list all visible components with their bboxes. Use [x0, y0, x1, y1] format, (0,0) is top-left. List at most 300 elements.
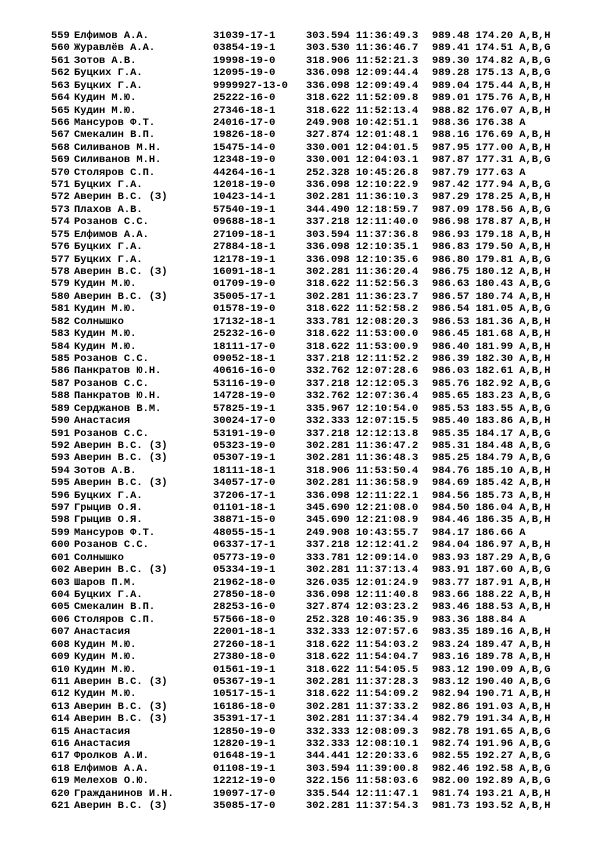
- distance-and-time: 318.622 11:54:04.7: [306, 651, 419, 664]
- participant-name: Зотов А.В.: [74, 464, 137, 477]
- speed-coefficient-groups: 986.53 181.36 А,В,Н: [432, 315, 551, 328]
- speed-coefficient-groups: 983.12 190.40 А,В,G: [432, 675, 551, 688]
- result-row: [0, 390, 600, 402]
- speed-coefficient-groups: 988.16 176.69 А,В,Н: [432, 129, 551, 142]
- distance-and-time: 333.781 12:09:14.0: [306, 551, 419, 564]
- speed-coefficient-groups: 987.87 177.31 А,В,G: [432, 154, 551, 167]
- distance-and-time: 326.035 12:01:24.9: [306, 576, 419, 589]
- result-row: [0, 664, 600, 676]
- result-row: [0, 403, 600, 415]
- row-number: 580: [51, 290, 70, 303]
- row-number: 576: [51, 241, 70, 254]
- result-row: [0, 564, 600, 576]
- row-number: 559: [51, 30, 70, 42]
- speed-coefficient-groups: 985.65 183.23 А,В,G: [432, 390, 551, 403]
- speed-coefficient-groups: 982.00 192.89 А,В,G: [432, 775, 551, 788]
- result-row: [0, 105, 600, 117]
- speed-coefficient-groups: 989.04 175.44 А,В,Н: [432, 79, 551, 92]
- participant-name: Елфимов А.А.: [74, 30, 149, 42]
- result-row: [0, 440, 600, 452]
- result-row: [0, 713, 600, 725]
- participant-name: Аверин В.С. (З): [74, 290, 168, 303]
- result-row: [0, 67, 600, 79]
- result-row: [0, 129, 600, 141]
- ring-code: 12850-19-0: [213, 725, 276, 738]
- speed-coefficient-groups: 984.50 186.04 А,В,Н: [432, 502, 551, 515]
- ring-code: 27884-18-1: [213, 241, 276, 254]
- speed-coefficient-groups: 986.80 179.81 А,В,G: [432, 253, 551, 266]
- distance-and-time: 322.156 11:58:03.6: [306, 775, 419, 788]
- row-number: 587: [51, 377, 70, 390]
- participant-name: Розанов С.С.: [74, 352, 149, 365]
- speed-coefficient-groups: 987.09 178.56 А,В,G: [432, 203, 551, 216]
- row-number: 569: [51, 154, 70, 167]
- distance-and-time: 336.098 12:09:49.4: [306, 79, 419, 92]
- ring-code: 10423-14-1: [213, 191, 276, 204]
- speed-coefficient-groups: 982.86 191.03 А,В,Н: [432, 700, 551, 713]
- result-row: [0, 589, 600, 601]
- speed-coefficient-groups: 982.79 191.34 А,В,Н: [432, 713, 551, 726]
- ring-code: 06337-17-1: [213, 539, 276, 552]
- distance-and-time: 333.781 12:08:20.3: [306, 315, 419, 328]
- distance-and-time: 318.622 11:54:09.2: [306, 688, 419, 701]
- speed-coefficient-groups: 987.29 178.25 А,В,Н: [432, 191, 551, 204]
- distance-and-time: 303.530 11:36:46.7: [306, 42, 419, 55]
- participant-name: Елфимов А.А.: [74, 762, 149, 775]
- participant-name: Панкратов Ю.Н.: [74, 390, 162, 403]
- speed-coefficient-groups: 985.53 183.55 А,В,G: [432, 402, 551, 415]
- distance-and-time: 303.594 11:37:36.8: [306, 228, 419, 241]
- speed-coefficient-groups: 984.76 185.10 А,В,Н: [432, 464, 551, 477]
- speed-coefficient-groups: 984.56 185.73 А,В,Н: [432, 489, 551, 502]
- speed-coefficient-groups: 986.54 181.05 А,В,G: [432, 303, 551, 316]
- participant-name: Анастасия: [74, 725, 131, 738]
- result-row: [0, 92, 600, 104]
- result-row: [0, 415, 600, 427]
- row-number: 617: [51, 750, 70, 763]
- ring-code: 12095-19-0: [213, 67, 276, 80]
- distance-and-time: 249.908 10:43:55.7: [306, 526, 419, 539]
- participant-name: Кудин М.Ю.: [74, 638, 137, 651]
- ring-code: 05323-19-0: [213, 439, 276, 452]
- participant-name: Журавлёв А.А.: [74, 42, 156, 55]
- row-number: 603: [51, 576, 70, 589]
- distance-and-time: 302.281 11:36:58.9: [306, 477, 419, 490]
- row-number: 570: [51, 166, 70, 179]
- row-number: 602: [51, 564, 70, 577]
- row-number: 604: [51, 588, 70, 601]
- speed-coefficient-groups: 984.17 186.66 А: [432, 526, 526, 539]
- row-number: 567: [51, 129, 70, 142]
- speed-coefficient-groups: 986.03 182.61 А,В,Н: [432, 365, 551, 378]
- result-row: [0, 303, 600, 315]
- participant-name: Буцких Г.А.: [74, 79, 143, 92]
- row-number: 601: [51, 551, 70, 564]
- distance-and-time: 335.967 12:10:54.0: [306, 402, 419, 415]
- speed-coefficient-groups: 983.16 189.78 А,В,Н: [432, 651, 551, 664]
- participant-name: Грыцив О.Я.: [74, 502, 143, 515]
- ring-code: 35005-17-1: [213, 290, 276, 303]
- participant-name: Гражданинов И.Н.: [74, 787, 174, 800]
- participant-name: Кудин М.Ю.: [74, 278, 137, 291]
- result-row: [0, 353, 600, 365]
- ring-code: 18111-17-0: [213, 340, 276, 353]
- ring-code: 27850-18-0: [213, 588, 276, 601]
- distance-and-time: 345.690 12:21:08.9: [306, 514, 419, 527]
- row-number: 584: [51, 340, 70, 353]
- ring-code: 05773-19-0: [213, 551, 276, 564]
- row-number: 561: [51, 54, 70, 67]
- distance-and-time: 344.441 12:20:33.6: [306, 750, 419, 763]
- row-number: 574: [51, 216, 70, 229]
- distance-and-time: 249.908 10:42:51.1: [306, 116, 419, 129]
- participant-name: Плахов А.В.: [74, 203, 143, 216]
- row-number: 620: [51, 787, 70, 800]
- speed-coefficient-groups: 981.74 193.21 А,В,Н: [432, 787, 551, 800]
- result-row: [0, 316, 600, 328]
- result-row: [0, 701, 600, 713]
- result-row: [0, 539, 600, 551]
- distance-and-time: 318.622 11:53:00.0: [306, 328, 419, 341]
- participant-name: Аверин В.С. (З): [74, 266, 168, 279]
- ring-code: 12018-19-0: [213, 179, 276, 192]
- result-row: [0, 738, 600, 750]
- row-number: 596: [51, 489, 70, 502]
- speed-coefficient-groups: 983.77 187.91 А,В,Н: [432, 576, 551, 589]
- result-row: [0, 229, 600, 241]
- speed-coefficient-groups: 982.94 190.71 А,В,Н: [432, 688, 551, 701]
- distance-and-time: 302.281 11:36:10.3: [306, 191, 419, 204]
- row-number: 577: [51, 253, 70, 266]
- participant-name: Елфимов А.А.: [74, 228, 149, 241]
- row-number: 619: [51, 775, 70, 788]
- distance-and-time: 345.690 12:21:08.0: [306, 502, 419, 515]
- ring-code: 31039-17-1: [213, 30, 276, 42]
- row-number: 583: [51, 328, 70, 341]
- speed-coefficient-groups: 983.12 190.09 А,В,G: [432, 663, 551, 676]
- result-row: [0, 241, 600, 253]
- speed-coefficient-groups: 983.66 188.22 А,В,Н: [432, 588, 551, 601]
- row-number: 562: [51, 67, 70, 80]
- ring-code: 14728-19-0: [213, 390, 276, 403]
- distance-and-time: 335.544 12:11:47.1: [306, 787, 419, 800]
- distance-and-time: 332.333 12:08:09.3: [306, 725, 419, 738]
- participant-name: Буцких Г.А.: [74, 253, 143, 266]
- distance-and-time: 302.281 11:37:34.4: [306, 713, 419, 726]
- speed-coefficient-groups: 985.76 182.92 А,В,G: [432, 377, 551, 390]
- distance-and-time: 337.218 12:11:40.0: [306, 216, 419, 229]
- ring-code: 40616-16-0: [213, 365, 276, 378]
- ring-code: 34057-17-0: [213, 477, 276, 490]
- distance-and-time: 337.218 12:11:52.2: [306, 352, 419, 365]
- row-number: 611: [51, 675, 70, 688]
- row-number: 605: [51, 601, 70, 614]
- speed-coefficient-groups: 983.36 188.84 А: [432, 613, 526, 626]
- speed-coefficient-groups: 985.40 183.86 А,В,Н: [432, 415, 551, 428]
- speed-coefficient-groups: 986.98 178.87 А,В,Н: [432, 216, 551, 229]
- ring-code: 53191-19-0: [213, 427, 276, 440]
- participant-name: Солнышко: [74, 551, 124, 564]
- row-number: 606: [51, 613, 70, 626]
- row-number: 572: [51, 191, 70, 204]
- row-number: 599: [51, 526, 70, 539]
- result-row: [0, 527, 600, 539]
- participant-name: Силиванов М.Н.: [74, 141, 162, 154]
- result-row: [0, 688, 600, 700]
- ring-code: 38871-15-0: [213, 514, 276, 527]
- row-number: 579: [51, 278, 70, 291]
- ring-code: 09688-18-1: [213, 216, 276, 229]
- row-number: 568: [51, 141, 70, 154]
- speed-coefficient-groups: 982.78 191.65 А,В,G: [432, 725, 551, 738]
- participant-name: Кудин М.Ю.: [74, 303, 137, 316]
- distance-and-time: 332.333 12:07:15.5: [306, 415, 419, 428]
- result-row: [0, 291, 600, 303]
- row-number: 566: [51, 116, 70, 129]
- result-row: [0, 639, 600, 651]
- distance-and-time: 330.001 12:04:01.5: [306, 141, 419, 154]
- participant-name: Аверин В.С. (З): [74, 564, 168, 577]
- participant-name: Силиванов М.Н.: [74, 154, 162, 167]
- speed-coefficient-groups: 987.42 177.94 А,В,G: [432, 179, 551, 192]
- ring-code: 53116-19-0: [213, 377, 276, 390]
- row-number: 571: [51, 179, 70, 192]
- speed-coefficient-groups: 985.31 184.48 А,В,G: [432, 439, 551, 452]
- distance-and-time: 302.281 11:36:48.3: [306, 452, 419, 465]
- row-number: 615: [51, 725, 70, 738]
- distance-and-time: 302.281 11:37:13.4: [306, 564, 419, 577]
- ring-code: 22001-18-1: [213, 626, 276, 639]
- distance-and-time: 318.906 11:52:21.3: [306, 54, 419, 67]
- participant-name: Столяров С.П.: [74, 613, 156, 626]
- ring-code: 35085-17-0: [213, 800, 276, 813]
- speed-coefficient-groups: 984.04 186.97 А,В,Н: [432, 539, 551, 552]
- ring-code: 44264-16-1: [213, 166, 276, 179]
- speed-coefficient-groups: 985.25 184.79 А,В,G: [432, 452, 551, 465]
- distance-and-time: 302.281 11:36:23.7: [306, 290, 419, 303]
- ring-code: 19998-19-0: [213, 54, 276, 67]
- speed-coefficient-groups: 983.91 187.60 А,В,G: [432, 564, 551, 577]
- row-number: 573: [51, 203, 70, 216]
- speed-coefficient-groups: 983.35 189.16 А,В,Н: [432, 626, 551, 639]
- row-number: 593: [51, 452, 70, 465]
- distance-and-time: 318.622 11:52:58.2: [306, 303, 419, 316]
- result-row: [0, 601, 600, 613]
- participant-name: Буцких Г.А.: [74, 241, 143, 254]
- speed-coefficient-groups: 983.46 188.53 А,В,Н: [432, 601, 551, 614]
- ring-code: 01709-19-0: [213, 278, 276, 291]
- ring-code: 01561-19-1: [213, 663, 276, 676]
- participant-name: Аверин В.С. (З): [74, 439, 168, 452]
- ring-code: 27380-18-0: [213, 651, 276, 664]
- result-row: [0, 191, 600, 203]
- row-number: 565: [51, 104, 70, 117]
- result-row: [0, 278, 600, 290]
- row-number: 588: [51, 390, 70, 403]
- row-number: 564: [51, 92, 70, 105]
- row-number: 613: [51, 700, 70, 713]
- result-row: [0, 328, 600, 340]
- result-row: [0, 117, 600, 129]
- row-number: 608: [51, 638, 70, 651]
- row-number: 575: [51, 228, 70, 241]
- ring-code: 57566-18-0: [213, 613, 276, 626]
- speed-coefficient-groups: 989.48 174.20 А,В,Н: [432, 30, 551, 42]
- result-row: [0, 477, 600, 489]
- ring-code: 12212-19-0: [213, 775, 276, 788]
- speed-coefficient-groups: 981.73 193.52 А,В,Н: [432, 800, 551, 813]
- ring-code: 35391-17-1: [213, 713, 276, 726]
- distance-and-time: 336.098 12:10:35.6: [306, 253, 419, 266]
- participant-name: Аверин В.С. (З): [74, 700, 168, 713]
- result-row: [0, 552, 600, 564]
- result-row: [0, 30, 600, 42]
- participant-name: Аверин В.С. (З): [74, 675, 168, 688]
- result-row: [0, 614, 600, 626]
- result-row: [0, 775, 600, 787]
- speed-coefficient-groups: 986.45 181.68 А,В,Н: [432, 328, 551, 341]
- result-row: [0, 55, 600, 67]
- result-row: [0, 365, 600, 377]
- speed-coefficient-groups: 989.28 175.13 А,В,G: [432, 67, 551, 80]
- result-row: [0, 216, 600, 228]
- participant-name: Грыцив О.Я.: [74, 514, 143, 527]
- row-number: 618: [51, 762, 70, 775]
- ring-code: 10517-15-1: [213, 688, 276, 701]
- result-row: [0, 626, 600, 638]
- participant-name: Аверин В.С. (З): [74, 800, 168, 813]
- speed-coefficient-groups: 983.24 189.47 А,В,Н: [432, 638, 551, 651]
- distance-and-time: 302.281 11:37:33.2: [306, 700, 419, 713]
- distance-and-time: 332.762 12:07:28.6: [306, 365, 419, 378]
- result-row: [0, 142, 600, 154]
- speed-coefficient-groups: 986.75 180.12 А,В,Н: [432, 266, 551, 279]
- distance-and-time: 303.594 11:36:49.3: [306, 30, 419, 42]
- ring-code: 30024-17-0: [213, 415, 276, 428]
- participant-name: Буцких Г.А.: [74, 67, 143, 80]
- distance-and-time: 332.333 12:07:57.6: [306, 626, 419, 639]
- participant-name: Буцких Г.А.: [74, 179, 143, 192]
- result-row: [0, 378, 600, 390]
- distance-and-time: 336.098 12:10:35.1: [306, 241, 419, 254]
- distance-and-time: 332.762 12:07:36.4: [306, 390, 419, 403]
- row-number: 609: [51, 651, 70, 664]
- result-row: [0, 676, 600, 688]
- ring-code: 24016-17-0: [213, 116, 276, 129]
- ring-code: 18111-18-1: [213, 464, 276, 477]
- distance-and-time: 252.328 10:45:26.8: [306, 166, 419, 179]
- speed-coefficient-groups: 982.55 192.27 А,В,G: [432, 750, 551, 763]
- speed-coefficient-groups: 987.95 177.00 А,В,Н: [432, 141, 551, 154]
- distance-and-time: 302.281 11:37:54.3: [306, 800, 419, 813]
- participant-name: Панкратов Ю.Н.: [74, 365, 162, 378]
- result-row: [0, 577, 600, 589]
- result-row: [0, 750, 600, 762]
- row-number: 612: [51, 688, 70, 701]
- row-number: 578: [51, 266, 70, 279]
- ring-code: 12178-19-1: [213, 253, 276, 266]
- distance-and-time: 318.622 11:52:13.4: [306, 104, 419, 117]
- row-number: 614: [51, 713, 70, 726]
- result-row: [0, 490, 600, 502]
- distance-and-time: 303.594 11:39:00.8: [306, 762, 419, 775]
- participant-name: Анастасия: [74, 415, 131, 428]
- result-row: [0, 428, 600, 440]
- participant-name: Розанов С.С.: [74, 427, 149, 440]
- distance-and-time: 327.874 12:01:48.1: [306, 129, 419, 142]
- speed-coefficient-groups: 989.01 175.76 А,В,Н: [432, 92, 551, 105]
- result-row: [0, 341, 600, 353]
- speed-coefficient-groups: 982.46 192.58 А,В,G: [432, 762, 551, 775]
- participant-name: Розанов С.С.: [74, 377, 149, 390]
- participant-name: Мансуров Ф.Т.: [74, 116, 156, 129]
- distance-and-time: 327.874 12:03:23.2: [306, 601, 419, 614]
- ring-code: 17132-18-1: [213, 315, 276, 328]
- distance-and-time: 330.001 12:04:03.1: [306, 154, 419, 167]
- speed-coefficient-groups: 984.46 186.35 А,В,Н: [432, 514, 551, 527]
- row-number: 594: [51, 464, 70, 477]
- distance-and-time: 337.218 12:12:41.2: [306, 539, 419, 552]
- distance-and-time: 336.098 12:10:22.9: [306, 179, 419, 192]
- speed-coefficient-groups: 986.39 182.30 А,В,Н: [432, 352, 551, 365]
- result-row: [0, 254, 600, 266]
- row-number: 591: [51, 427, 70, 440]
- distance-and-time: 302.281 11:36:20.4: [306, 266, 419, 279]
- speed-coefficient-groups: 983.93 187.29 А,В,G: [432, 551, 551, 564]
- ring-code: 05307-19-1: [213, 452, 276, 465]
- row-number: 597: [51, 502, 70, 515]
- ring-code: 57540-19-1: [213, 203, 276, 216]
- speed-coefficient-groups: 989.41 174.51 А,В,G: [432, 42, 551, 55]
- speed-coefficient-groups: 987.79 177.63 А: [432, 166, 526, 179]
- ring-code: 37206-17-1: [213, 489, 276, 502]
- row-number: 585: [51, 352, 70, 365]
- participant-name: Буцких Г.А.: [74, 588, 143, 601]
- distance-and-time: 336.098 12:11:40.8: [306, 588, 419, 601]
- ring-code: 21962-18-0: [213, 576, 276, 589]
- participant-name: Смекалин В.П.: [74, 601, 156, 614]
- participant-name: Кудин М.Ю.: [74, 92, 137, 105]
- ring-code: 27109-18-1: [213, 228, 276, 241]
- speed-coefficient-groups: 986.93 179.18 А,В,Н: [432, 228, 551, 241]
- result-row: [0, 788, 600, 800]
- row-number: 607: [51, 626, 70, 639]
- participant-name: Аверин В.С. (З): [74, 191, 168, 204]
- speed-coefficient-groups: 988.36 176.38 А: [432, 116, 526, 129]
- ring-code: 01648-19-1: [213, 750, 276, 763]
- row-number: 595: [51, 477, 70, 490]
- ring-code: 16186-18-0: [213, 700, 276, 713]
- participant-name: Кудин М.Ю.: [74, 688, 137, 701]
- ring-code: 12348-19-0: [213, 154, 276, 167]
- ring-code: 05367-19-1: [213, 675, 276, 688]
- speed-coefficient-groups: 982.74 191.96 А,В,G: [432, 738, 551, 751]
- result-row: [0, 154, 600, 166]
- row-number: 563: [51, 79, 70, 92]
- ring-code: 05334-19-1: [213, 564, 276, 577]
- ring-code: 01108-19-1: [213, 762, 276, 775]
- participant-name: Столяров С.П.: [74, 166, 156, 179]
- participant-name: Солнышко: [74, 315, 124, 328]
- distance-and-time: 318.622 11:52:56.3: [306, 278, 419, 291]
- row-number: 586: [51, 365, 70, 378]
- ring-code: 27346-18-1: [213, 104, 276, 117]
- result-row: [0, 42, 600, 54]
- speed-coefficient-groups: 986.40 181.99 А,В,Н: [432, 340, 551, 353]
- participant-name: Кудин М.Ю.: [74, 104, 137, 117]
- participant-name: Шаров П.М.: [74, 576, 137, 589]
- ring-code: 27260-18-1: [213, 638, 276, 651]
